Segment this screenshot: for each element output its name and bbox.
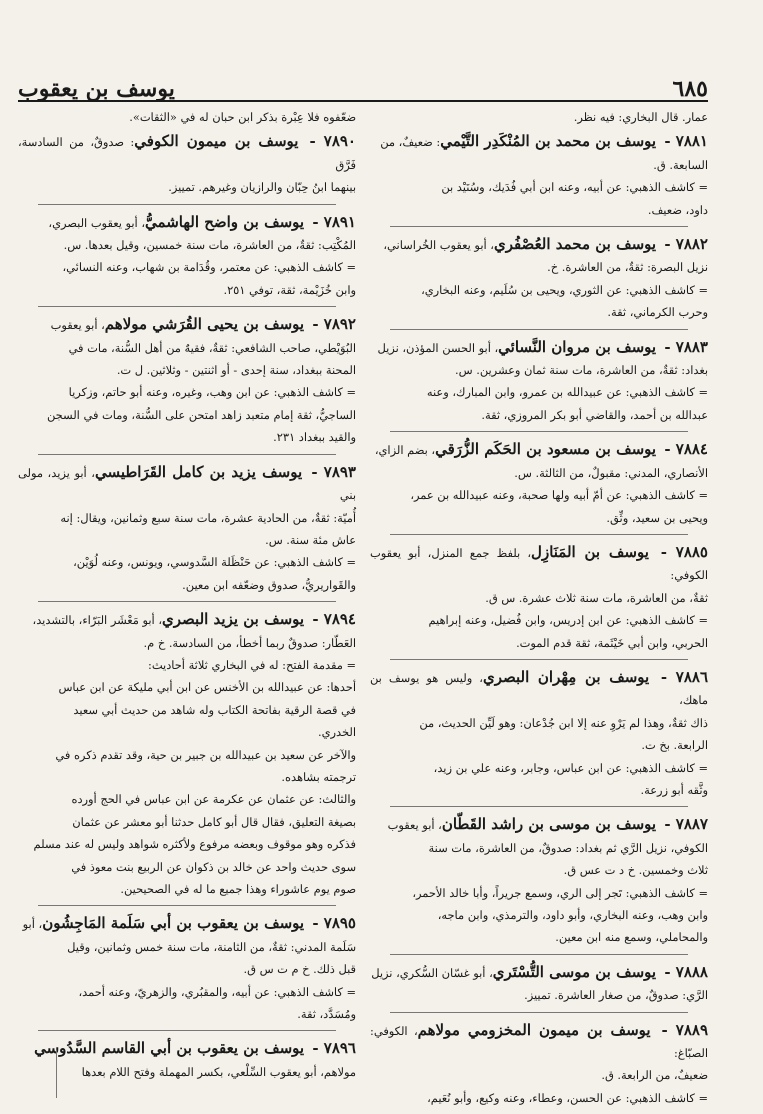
- entry-text-line: وابن خُزَيْمة، ثقة، توفي ٢٥١.: [223, 282, 356, 297]
- entry-text-line: بينهما ابنُ حِبّان والرازيان وغيرهم. تمييز.: [168, 180, 356, 195]
- entry-text-line: وابن وهب، وعنه البخاري، وأبو داود، والترمذي، وابن ماجه،: [437, 908, 708, 922]
- entry-heading: [370, 233, 708, 256]
- entry-separator: [390, 1012, 688, 1013]
- entry-dash: -: [659, 337, 676, 356]
- header-rule: [18, 100, 708, 102]
- entry-number: ٧٨٨٩: [675, 1020, 709, 1039]
- entry-heading-rest: ، بلفظ جمع المنزل، أبو يعقوب الكوفي:: [370, 545, 708, 583]
- entry-text-line: أحدها: عن عبيدالله بن الأخنس عن ابن أبي مليكة عن ابن عباس: [58, 680, 356, 695]
- narrator-name: يوسف بن ميمون الكوفي: [134, 132, 299, 151]
- page-number: ٦٨٥: [672, 76, 708, 102]
- entry-dash: -: [659, 962, 676, 981]
- entry-heading-rest: ، أبو مَعْشَر البَرّاء، بالتشديد،: [32, 613, 163, 628]
- entry-text-line: الرابعة. بخ ت.: [641, 738, 708, 753]
- left-column: [18, 106, 356, 1088]
- entry-text-line: الساجيُّ، ثقة إمام متعبد زاهد امتحن على السُّنة، ومات في السجن: [47, 407, 356, 422]
- entry-number: ٧٨٩٤: [323, 610, 356, 629]
- narrator-name: يوسف بن يعقوب بن أبي سَلَمة المَاجِشُون: [42, 914, 305, 933]
- entry-text-line: أُميّة: ثقةٌ، من الحادية عشرة، مات سنة سبع وثمانين، ويقال: إنه: [60, 510, 356, 525]
- narrator-name: يوسف بن ميمون المخزومي مولاهم: [417, 1020, 651, 1039]
- entry-text-line: ومُسَدَّد، ثقة.: [297, 1007, 356, 1022]
- entry-heading: [370, 813, 708, 836]
- entry-heading-rest: : ضعيفٌ، من: [380, 135, 441, 150]
- entry-dash: -: [301, 132, 324, 151]
- biography-entry: [370, 541, 708, 654]
- entry-heading: [18, 130, 356, 176]
- entry-dash: -: [653, 1020, 676, 1039]
- narrator-name: يوسف يزيد بن كامل القَرَاطيسي: [94, 462, 303, 481]
- biography-entry: [18, 211, 356, 302]
- entry-text-line: ذاك ثقةٌ، وهذا لم يَرْوِ عنه إلا ابن جُدْعان: وهو لَيِّن الحديث، من: [419, 715, 708, 730]
- entry-heading-rest: ، الكوفي: الصبّاغ:: [370, 1023, 708, 1061]
- entry-text-line: = كاشف الذهبي: تَجر إلى الري، وسمع جريراً، وأبا خالد الأحمر،: [412, 885, 708, 900]
- entry-text-line: نزيل البصرة: ثقةٌ، من العاشرة. خ.: [547, 260, 708, 275]
- entry-heading-rest: ، أبو يزيد، مولى بني: [18, 465, 356, 503]
- entry-separator: [38, 454, 336, 455]
- entry-text-line: والآخر عن سعيد بن عبيدالله بن جبير بن حية، وقد تقدم ذكره في: [55, 747, 356, 762]
- narrator-name: يوسف بن مسعود بن الحَكَم الزُّرَقي: [435, 440, 657, 459]
- entry-separator: [390, 806, 688, 807]
- biography-entry: [18, 608, 356, 900]
- entry-dash: -: [659, 132, 676, 151]
- biography-entry: [18, 912, 356, 1025]
- narrator-name: يوسف بن يزيد البصري: [162, 610, 305, 629]
- narrator-name: يوسف بن يعقوب بن أبي القاسم السَّدُوسي: [34, 1039, 305, 1058]
- entry-text-line: = كاشف الذهبي: عن أمّ أبيه ولها صحبة، وعنه عبيدالله بن عمر،: [410, 488, 708, 503]
- entry-text-line: والثالث: عن عثمان عن عكرمة عن ابن عباس في الحج أورده: [71, 792, 356, 807]
- entry-text-line: بصيغة التعليق، فقال قال أبو كامل حدثنا أبو معشر عن عثمان: [72, 814, 356, 829]
- entry-separator: [38, 306, 336, 307]
- entry-separator: [390, 329, 688, 330]
- entry-separator: [38, 204, 336, 205]
- entry-text-line: في قصة الرقية بفاتحة الكتاب وله شاهد من حديث أبي سعيد: [73, 702, 356, 717]
- entry-text-line: ويحيى بن سعيد، وثِّق.: [606, 510, 708, 525]
- entry-text-line: بغداد: ثقةٌ، من العاشرة، مات سنة ثمان وعشرين. س.: [455, 363, 708, 378]
- narrator-name: يوسف بن مروان النَّسائي: [498, 337, 657, 356]
- entry-text-line: وحرب الكرماني، ثقة.: [607, 305, 708, 320]
- entry-separator: [390, 954, 688, 955]
- narrator-name: يوسف بن المَنَازِل: [531, 542, 649, 561]
- narrator-name: يوسف بن واضح الهاشميُّ: [145, 212, 305, 231]
- entry-heading-rest: ، أبو يعقوب البصري،: [48, 215, 146, 230]
- entry-heading: [370, 438, 708, 461]
- entry-text-line: عاش مئة سنة. س.: [265, 532, 356, 547]
- biography-entry: [370, 813, 708, 948]
- entry-text-line: صوم يوم عاشوراء وهذا جميع ما له في الصحيحين.: [120, 882, 356, 896]
- entry-number: ٧٨٩٢: [323, 315, 356, 334]
- entry-heading-rest: ، أبو: [22, 917, 43, 932]
- entry-text-line: = مقدمة الفتح: له في البخاري ثلاثة أحاديث:: [148, 657, 356, 672]
- biography-entry: [370, 961, 708, 1007]
- biography-entry: [18, 313, 356, 448]
- entry-dash: -: [305, 462, 324, 481]
- running-title: يوسف بن يعقوب: [18, 76, 175, 102]
- entry-number: ٧٨٩٣: [323, 462, 356, 481]
- entry-heading: [370, 666, 708, 712]
- entry-text-line: الرَّي: صدوقٌ، من صغار العاشرة. تمييز.: [524, 988, 708, 1003]
- entry-text-line: المُكْتِب: ثقةٌ، من العاشرة، مات سنة خمسين، وقيل بعدها. س.: [63, 238, 356, 253]
- entry-heading: [18, 1037, 356, 1060]
- entry-number: ٧٨٩٥: [323, 914, 356, 933]
- narrator-name: يوسف بن محمد العُصْفُري: [493, 235, 657, 254]
- entry-text-line: السابعة. ق.: [653, 157, 708, 172]
- entry-text-line: وثَّقه أبو زرعة.: [640, 782, 708, 797]
- narrator-name: يوسف بن موسى التُّسْتَري: [492, 962, 657, 981]
- entry-text-line: عبدالله بن أحمد، والقاضي أبو بكر المروزي، ثقة.: [481, 407, 708, 422]
- entry-separator: [38, 905, 336, 906]
- continuation-text: ضعّفوه فلا عِبْرة بذكر ابن حبان له في «الثقات».: [129, 110, 356, 124]
- entry-number: ٧٨٨٨: [675, 962, 708, 981]
- entry-text-line: ثقةٌ، من العاشرة، مات سنة ثلاث عشرة. س ق.: [485, 590, 708, 605]
- entry-separator: [390, 659, 688, 660]
- page-header: [18, 62, 708, 102]
- entry-heading: [370, 541, 708, 587]
- entry-separator: [390, 431, 688, 432]
- entry-number: ٧٨٩١: [323, 212, 356, 231]
- entry-heading-rest: ، أبو الحسن المؤذن، نزيل: [377, 340, 499, 355]
- narrator-name: يوسف بن موسى بن راشد القَطّان: [441, 815, 657, 834]
- biography-entry: [370, 666, 708, 801]
- biography-entry: [18, 1037, 356, 1083]
- entry-dash: -: [659, 815, 676, 834]
- right-column: [370, 106, 708, 1114]
- entry-text-line: = كاشف الذهبي: عن أبيه، وعنه ابن أبي فُدَيك، وسُنَيْد بن: [441, 180, 708, 195]
- entry-dash: -: [659, 440, 676, 459]
- entry-heading: [18, 461, 356, 507]
- entry-heading-rest: ، أبو يعقوب: [50, 318, 105, 333]
- entry-text-line: والقَواريريُّ، صدوق وضعّفه ابن معين.: [182, 577, 356, 592]
- biography-entry: [370, 130, 708, 221]
- biography-entry: [18, 461, 356, 596]
- entry-heading-rest: ، أبو يعقوب الخُراساني،: [383, 238, 494, 253]
- entry-heading: [18, 313, 356, 336]
- entry-dash: -: [652, 667, 676, 686]
- entry-number: ٧٨٨٧: [675, 815, 708, 834]
- entry-separator: [38, 1030, 336, 1031]
- entry-text-line: سوى حديث واحد عن خالد بن ذكوان عن الربيع بنت معوذ في: [71, 859, 356, 874]
- entry-heading: [370, 961, 708, 984]
- entry-heading: [370, 130, 708, 153]
- entry-text-line: = كاشف الذهبي: عن أبيه، والمقبُري، والزهريّ، وعنه أحمد،: [78, 984, 356, 999]
- entry-text-line: سَلَمة المدني: ثقةٌ، من الثامنة، مات سنة خمس وثمانين، وقيل: [67, 939, 356, 954]
- entry-number: ٧٨٨١: [675, 132, 708, 151]
- entry-separator: [390, 534, 688, 535]
- entry-text-line: ثلاث وخمسين. خ د ت عس ق.: [563, 863, 708, 878]
- entry-text-line: مولاهم، أبو يعقوب السِّلْعي، بكسر المهملة وفتح اللام بعدها: [81, 1064, 356, 1079]
- margin-rule: [56, 1050, 57, 1098]
- entry-text-line: = كاشف الذهبي: عن الحسن، وعطاء، وعنه وكيع، وأبو نُعَيم،: [427, 1090, 708, 1105]
- entry-text-line: ترجمته بشاهده.: [281, 769, 356, 784]
- biography-entry: [370, 233, 708, 324]
- entry-heading-rest: ، أبو يعقوب: [387, 818, 442, 833]
- entry-heading: [18, 912, 356, 935]
- entry-number: ٧٨٨٢: [675, 235, 708, 254]
- entry-text-line: ضعيفٌ، من الرابعة. ق.: [601, 1068, 708, 1083]
- entry-text-line: الكوفي، نزيل الرَّي ثم بغداد: صدوقٌ، من العاشرة، مات سنة: [428, 840, 708, 855]
- biography-entry: [18, 130, 356, 198]
- entry-text-line: = كاشف الذهبي: عن الثوري، ويحيى بن سُلَيم، وعنه البخاري،: [421, 282, 708, 297]
- entry-dash: -: [307, 914, 324, 933]
- entry-text-line: = كاشف الذهبي: عن ابن وهب، وغيره، وعنه أبو حاتم، وزكريا: [68, 385, 356, 400]
- entry-heading: [18, 608, 356, 631]
- entry-dash: -: [307, 315, 324, 334]
- entry-number: ٧٨٨٥: [675, 542, 708, 561]
- entry-dash: -: [659, 235, 676, 254]
- entry-text-line: قبل ذلك. خ م ت س ق.: [243, 962, 356, 977]
- entry-number: ٧٨٨٦: [675, 667, 709, 686]
- entry-dash: -: [651, 542, 676, 561]
- entry-text-line: فذكره وهو موقوف وبعضه مرفوع ولأكثره شواهد وليس له عند مسلم: [33, 837, 356, 852]
- entry-heading-rest: ، وليس هو يوسف بن ماهك،: [370, 670, 708, 708]
- entry-number: ٧٨٩٠: [323, 132, 356, 151]
- entry-text-line: = كاشف الذهبي: عن عبيدالله بن عمرو، وابن المبارك، وعنه: [426, 385, 708, 400]
- entry-number: ٧٨٨٤: [675, 440, 708, 459]
- biography-entry: [370, 1019, 708, 1110]
- continuation-text: عمار. قال البخاري: فيه نظر.: [573, 110, 708, 124]
- entry-dash: -: [307, 212, 324, 231]
- entry-text-line: العَطّار: صدوقٌ ربما أخطأ، من السادسة. خ م.: [143, 635, 356, 650]
- entry-number: ٧٨٩٦: [323, 1039, 356, 1058]
- entry-text-line: الخدري.: [317, 725, 356, 740]
- entry-text-line: الحربي، وابن أبي خَيْثَمة، ثقة قدم الموت.: [516, 635, 708, 650]
- entry-heading-rest: ، بضم الزاي،: [374, 443, 436, 458]
- entry-text-line: المحنة ببغداد، سنة إحدى - أو اثنتين - وثلاثين. ل ت.: [116, 363, 356, 378]
- entry-text-line: البُوَيْطي، صاحب الشافعي: ثقةٌ، فقيهٌ من أهل السُّنة، مات في: [68, 340, 356, 355]
- entry-heading-rest: ، أبو غسّان السُّكري، نزيل: [371, 965, 493, 980]
- entry-dash: -: [307, 1039, 324, 1058]
- entry-number: ٧٨٨٣: [675, 337, 708, 356]
- entry-text-line: الأنصاري، المدني: مقبولٌ، من الثالثة. س.: [514, 465, 708, 480]
- entry-text-line: = كاشف الذهبي: عن ابن عباس، وجابر، وعنه علي بن زيد،: [433, 760, 708, 775]
- entry-dash: -: [307, 610, 324, 629]
- narrator-name: يوسف بن محمد بن المُنْكَدِر التَّيْمي: [440, 132, 657, 151]
- entry-text-line: = كاشف الذهبي: عن حَنْظَلة السَّدوسي، ويونس، وعنه لُوَيْن،: [73, 555, 356, 570]
- entry-text-line: داود، ضعيف.: [647, 202, 708, 217]
- biography-entry: [370, 336, 708, 427]
- entry-text-line: = كاشف الذهبي: عن ابن إدريس، وابن فُضيل، وعنه إبراهيم: [428, 613, 708, 628]
- entry-heading: [370, 336, 708, 359]
- entry-heading-rest: : صدوقٌ، من السادسة، فَرَّق: [18, 135, 356, 172]
- entry-heading: [18, 211, 356, 234]
- entry-text-line: = كاشف الذهبي: عن معتمر، وقُدَامة بن شهاب، وعنه النسائي،: [62, 260, 356, 275]
- entry-text-line: والقيد ببغداد ٢٣١.: [273, 430, 356, 445]
- narrator-name: يوسف بن يحيى القُرَشي مولاهم: [104, 315, 305, 334]
- narrator-name: يوسف بن مِهْران البصري: [482, 667, 650, 686]
- entry-separator: [390, 226, 688, 227]
- entry-heading: [370, 1019, 708, 1065]
- entry-text-line: والمحاملي، وسمع منه ابن معين.: [555, 930, 708, 945]
- biography-entry: [370, 438, 708, 529]
- entry-separator: [38, 601, 336, 602]
